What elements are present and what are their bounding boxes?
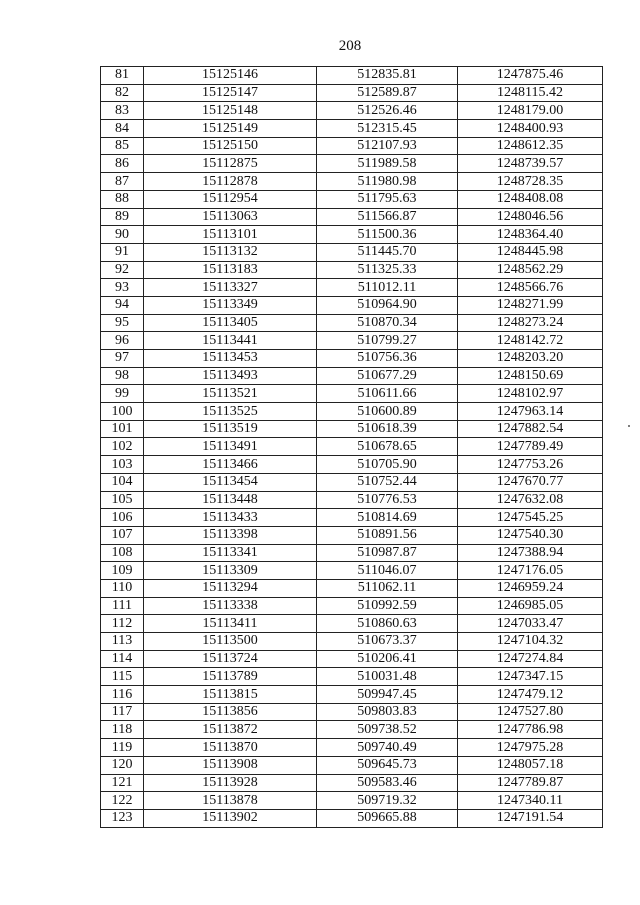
table-row — [101, 686, 603, 704]
y-coordinate-cell: 1247104.32 — [458, 633, 603, 651]
table-row — [101, 420, 603, 438]
x-coordinate-cell: 511445.70 — [317, 243, 458, 261]
x-coordinate-cell: 510206.41 — [317, 650, 458, 668]
row-number-cell: 123 — [101, 809, 144, 827]
table-row — [101, 296, 603, 314]
y-coordinate-cell: 1248562.29 — [458, 261, 603, 279]
y-coordinate-cell: 1248102.97 — [458, 385, 603, 403]
row-number-cell: 85 — [101, 137, 144, 155]
point-id-cell: 15125146 — [144, 67, 317, 85]
x-coordinate-cell: 510860.63 — [317, 615, 458, 633]
x-coordinate-cell: 509719.32 — [317, 792, 458, 810]
y-coordinate-cell: 1247975.28 — [458, 739, 603, 757]
table-row — [101, 615, 603, 633]
table-row — [101, 243, 603, 261]
row-number-cell: 111 — [101, 597, 144, 615]
y-coordinate-cell: 1246985.05 — [458, 597, 603, 615]
table-row — [101, 350, 603, 368]
point-id-cell: 15113466 — [144, 456, 317, 474]
x-coordinate-cell: 510776.53 — [317, 491, 458, 509]
row-number-cell: 115 — [101, 668, 144, 686]
row-number-cell: 90 — [101, 226, 144, 244]
x-coordinate-cell: 510756.36 — [317, 350, 458, 368]
y-coordinate-cell: 1248150.69 — [458, 367, 603, 385]
row-number-cell: 108 — [101, 544, 144, 562]
x-coordinate-cell: 510799.27 — [317, 332, 458, 350]
row-number-cell: 99 — [101, 385, 144, 403]
x-coordinate-cell: 511989.58 — [317, 155, 458, 173]
table-row — [101, 367, 603, 385]
y-coordinate-cell: 1248142.72 — [458, 332, 603, 350]
table-row — [101, 190, 603, 208]
point-id-cell: 15113902 — [144, 809, 317, 827]
point-id-cell: 15113519 — [144, 420, 317, 438]
row-number-cell: 81 — [101, 67, 144, 85]
table-row — [101, 562, 603, 580]
table-row — [101, 332, 603, 350]
row-number-cell: 103 — [101, 456, 144, 474]
table-row — [101, 544, 603, 562]
x-coordinate-cell: 511046.07 — [317, 562, 458, 580]
point-id-cell: 15125149 — [144, 120, 317, 138]
x-coordinate-cell: 509738.52 — [317, 721, 458, 739]
coordinates-table — [100, 66, 603, 828]
row-number-cell: 104 — [101, 473, 144, 491]
table-row — [101, 456, 603, 474]
point-id-cell: 15125148 — [144, 102, 317, 120]
y-coordinate-cell: 1246959.24 — [458, 579, 603, 597]
x-coordinate-cell: 512107.93 — [317, 137, 458, 155]
x-coordinate-cell: 509803.83 — [317, 703, 458, 721]
x-coordinate-cell: 511012.11 — [317, 279, 458, 297]
y-coordinate-cell: 1248445.98 — [458, 243, 603, 261]
row-number-cell: 97 — [101, 350, 144, 368]
table-row — [101, 438, 603, 456]
y-coordinate-cell: 1247545.25 — [458, 509, 603, 527]
table-row — [101, 703, 603, 721]
x-coordinate-cell: 510752.44 — [317, 473, 458, 491]
point-id-cell: 15113309 — [144, 562, 317, 580]
row-number-cell: 105 — [101, 491, 144, 509]
table-row — [101, 155, 603, 173]
row-number-cell: 116 — [101, 686, 144, 704]
x-coordinate-cell: 510611.66 — [317, 385, 458, 403]
x-coordinate-cell: 509665.88 — [317, 809, 458, 827]
y-coordinate-cell: 1247753.26 — [458, 456, 603, 474]
table-row — [101, 774, 603, 792]
row-number-cell: 118 — [101, 721, 144, 739]
x-coordinate-cell: 510031.48 — [317, 668, 458, 686]
table-row — [101, 314, 603, 332]
y-coordinate-cell: 1247033.47 — [458, 615, 603, 633]
table-row — [101, 403, 603, 421]
table-row — [101, 120, 603, 138]
table-row — [101, 137, 603, 155]
y-coordinate-cell: 1248273.24 — [458, 314, 603, 332]
y-coordinate-cell: 1248566.76 — [458, 279, 603, 297]
point-id-cell: 15113183 — [144, 261, 317, 279]
y-coordinate-cell: 1248203.20 — [458, 350, 603, 368]
x-coordinate-cell: 512526.46 — [317, 102, 458, 120]
y-coordinate-cell: 1247191.54 — [458, 809, 603, 827]
point-id-cell: 15113294 — [144, 579, 317, 597]
y-coordinate-cell: 1247540.30 — [458, 526, 603, 544]
point-id-cell: 15113856 — [144, 703, 317, 721]
coordinates-table-body — [101, 67, 603, 828]
y-coordinate-cell: 1248115.42 — [458, 84, 603, 102]
y-coordinate-cell: 1247963.14 — [458, 403, 603, 421]
row-number-cell: 94 — [101, 296, 144, 314]
point-id-cell: 15112878 — [144, 173, 317, 191]
point-id-cell: 15113405 — [144, 314, 317, 332]
point-id-cell: 15112954 — [144, 190, 317, 208]
x-coordinate-cell: 510618.39 — [317, 420, 458, 438]
row-number-cell: 112 — [101, 615, 144, 633]
row-number-cell: 122 — [101, 792, 144, 810]
x-coordinate-cell: 511980.98 — [317, 173, 458, 191]
row-number-cell: 98 — [101, 367, 144, 385]
y-coordinate-cell: 1247527.80 — [458, 703, 603, 721]
table-row — [101, 633, 603, 651]
point-id-cell: 15113338 — [144, 597, 317, 615]
row-number-cell: 101 — [101, 420, 144, 438]
point-id-cell: 15113398 — [144, 526, 317, 544]
y-coordinate-cell: 1248739.57 — [458, 155, 603, 173]
table-row — [101, 650, 603, 668]
row-number-cell: 113 — [101, 633, 144, 651]
table-row — [101, 226, 603, 244]
point-id-cell: 15113341 — [144, 544, 317, 562]
point-id-cell: 15113491 — [144, 438, 317, 456]
y-coordinate-cell: 1248057.18 — [458, 756, 603, 774]
row-number-cell: 117 — [101, 703, 144, 721]
row-number-cell: 119 — [101, 739, 144, 757]
row-number-cell: 114 — [101, 650, 144, 668]
table-row — [101, 526, 603, 544]
table-row — [101, 173, 603, 191]
table-row — [101, 597, 603, 615]
point-id-cell: 15113063 — [144, 208, 317, 226]
table-row — [101, 208, 603, 226]
y-coordinate-cell: 1247875.46 — [458, 67, 603, 85]
y-coordinate-cell: 1248364.40 — [458, 226, 603, 244]
point-id-cell: 15113525 — [144, 403, 317, 421]
row-number-cell: 82 — [101, 84, 144, 102]
point-id-cell: 15113327 — [144, 279, 317, 297]
table-row — [101, 473, 603, 491]
point-id-cell: 15113500 — [144, 633, 317, 651]
x-coordinate-cell: 512315.45 — [317, 120, 458, 138]
row-number-cell: 121 — [101, 774, 144, 792]
point-id-cell: 15113411 — [144, 615, 317, 633]
point-id-cell: 15113928 — [144, 774, 317, 792]
row-number-cell: 106 — [101, 509, 144, 527]
table-row — [101, 756, 603, 774]
x-coordinate-cell: 510987.87 — [317, 544, 458, 562]
x-coordinate-cell: 509740.49 — [317, 739, 458, 757]
row-number-cell: 89 — [101, 208, 144, 226]
point-id-cell: 15113872 — [144, 721, 317, 739]
x-coordinate-cell: 509947.45 — [317, 686, 458, 704]
table-row — [101, 84, 603, 102]
table-row — [101, 385, 603, 403]
x-coordinate-cell: 511062.11 — [317, 579, 458, 597]
point-id-cell: 15113870 — [144, 739, 317, 757]
table-row — [101, 491, 603, 509]
table-row — [101, 668, 603, 686]
x-coordinate-cell: 510891.56 — [317, 526, 458, 544]
y-coordinate-cell: 1247347.15 — [458, 668, 603, 686]
table-row — [101, 67, 603, 85]
row-number-cell: 88 — [101, 190, 144, 208]
row-number-cell: 100 — [101, 403, 144, 421]
row-number-cell: 92 — [101, 261, 144, 279]
y-coordinate-cell: 1247789.49 — [458, 438, 603, 456]
y-coordinate-cell: 1248408.08 — [458, 190, 603, 208]
row-number-cell: 86 — [101, 155, 144, 173]
y-coordinate-cell: 1247789.87 — [458, 774, 603, 792]
row-number-cell: 84 — [101, 120, 144, 138]
x-coordinate-cell: 511795.63 — [317, 190, 458, 208]
x-coordinate-cell: 510673.37 — [317, 633, 458, 651]
x-coordinate-cell: 510814.69 — [317, 509, 458, 527]
x-coordinate-cell: 511566.87 — [317, 208, 458, 226]
row-number-cell: 83 — [101, 102, 144, 120]
point-id-cell: 15113132 — [144, 243, 317, 261]
table-row — [101, 261, 603, 279]
point-id-cell: 15113815 — [144, 686, 317, 704]
page-number: 208 — [338, 38, 362, 54]
point-id-cell: 15113101 — [144, 226, 317, 244]
table-row — [101, 809, 603, 827]
x-coordinate-cell: 512835.81 — [317, 67, 458, 85]
table-row — [101, 579, 603, 597]
y-coordinate-cell: 1248728.35 — [458, 173, 603, 191]
x-coordinate-cell: 509583.46 — [317, 774, 458, 792]
row-number-cell: 109 — [101, 562, 144, 580]
x-coordinate-cell: 510870.34 — [317, 314, 458, 332]
row-number-cell: 107 — [101, 526, 144, 544]
y-coordinate-cell: 1247388.94 — [458, 544, 603, 562]
x-coordinate-cell: 511325.33 — [317, 261, 458, 279]
row-number-cell: 93 — [101, 279, 144, 297]
point-id-cell: 15113433 — [144, 509, 317, 527]
y-coordinate-cell: 1247479.12 — [458, 686, 603, 704]
row-number-cell: 95 — [101, 314, 144, 332]
point-id-cell: 15112875 — [144, 155, 317, 173]
y-coordinate-cell: 1247340.11 — [458, 792, 603, 810]
point-id-cell: 15113453 — [144, 350, 317, 368]
x-coordinate-cell: 512589.87 — [317, 84, 458, 102]
table-row — [101, 739, 603, 757]
scan-speck — [628, 425, 630, 427]
y-coordinate-cell: 1248179.00 — [458, 102, 603, 120]
x-coordinate-cell: 511500.36 — [317, 226, 458, 244]
point-id-cell: 15113878 — [144, 792, 317, 810]
point-id-cell: 15113908 — [144, 756, 317, 774]
table-row — [101, 792, 603, 810]
table-row — [101, 509, 603, 527]
table-row — [101, 102, 603, 120]
point-id-cell: 15113724 — [144, 650, 317, 668]
point-id-cell: 15125150 — [144, 137, 317, 155]
y-coordinate-cell: 1247670.77 — [458, 473, 603, 491]
x-coordinate-cell: 510705.90 — [317, 456, 458, 474]
y-coordinate-cell: 1247274.84 — [458, 650, 603, 668]
y-coordinate-cell: 1248271.99 — [458, 296, 603, 314]
row-number-cell: 96 — [101, 332, 144, 350]
row-number-cell: 91 — [101, 243, 144, 261]
point-id-cell: 15113493 — [144, 367, 317, 385]
y-coordinate-cell: 1248046.56 — [458, 208, 603, 226]
row-number-cell: 87 — [101, 173, 144, 191]
row-number-cell: 110 — [101, 579, 144, 597]
x-coordinate-cell: 510678.65 — [317, 438, 458, 456]
y-coordinate-cell: 1247176.05 — [458, 562, 603, 580]
coordinates-table-container — [100, 66, 598, 828]
y-coordinate-cell: 1247786.98 — [458, 721, 603, 739]
y-coordinate-cell: 1247632.08 — [458, 491, 603, 509]
row-number-cell: 120 — [101, 756, 144, 774]
point-id-cell: 15113448 — [144, 491, 317, 509]
point-id-cell: 15113521 — [144, 385, 317, 403]
row-number-cell: 102 — [101, 438, 144, 456]
table-row — [101, 721, 603, 739]
point-id-cell: 15113789 — [144, 668, 317, 686]
point-id-cell: 15113349 — [144, 296, 317, 314]
x-coordinate-cell: 509645.73 — [317, 756, 458, 774]
table-row — [101, 279, 603, 297]
y-coordinate-cell: 1248400.93 — [458, 120, 603, 138]
point-id-cell: 15113454 — [144, 473, 317, 491]
point-id-cell: 15125147 — [144, 84, 317, 102]
x-coordinate-cell: 510677.29 — [317, 367, 458, 385]
x-coordinate-cell: 510992.59 — [317, 597, 458, 615]
y-coordinate-cell: 1248612.35 — [458, 137, 603, 155]
x-coordinate-cell: 510964.90 — [317, 296, 458, 314]
y-coordinate-cell: 1247882.54 — [458, 420, 603, 438]
x-coordinate-cell: 510600.89 — [317, 403, 458, 421]
point-id-cell: 15113441 — [144, 332, 317, 350]
